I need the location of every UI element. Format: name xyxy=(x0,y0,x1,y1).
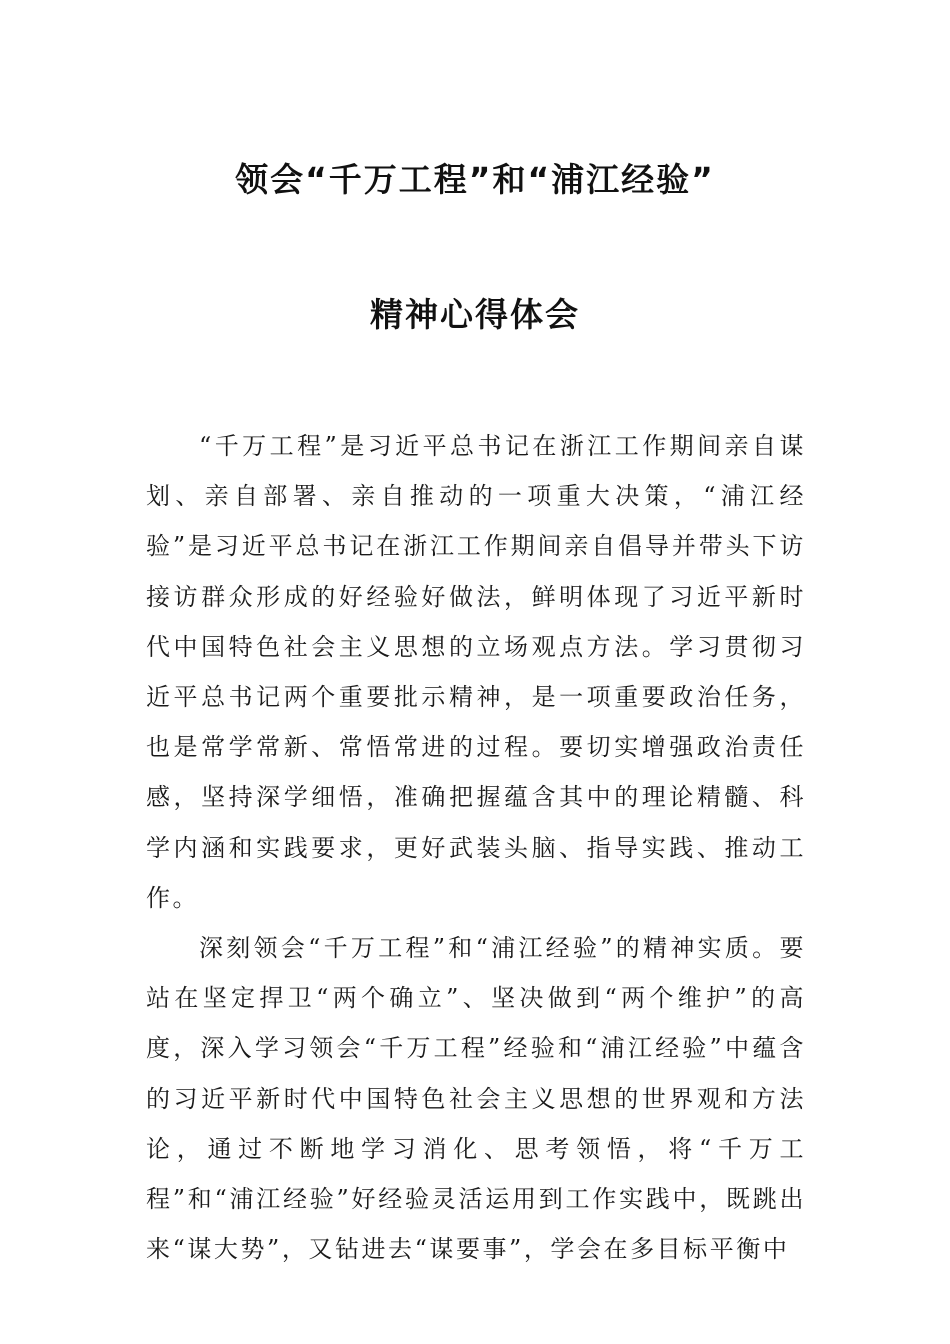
document-title-line-1: 领会“千万工程”和“浦江经验” xyxy=(235,160,715,199)
document-title-line-2: 精神心得体会 xyxy=(370,295,580,334)
document-body xyxy=(146,421,806,1274)
body-paragraph-2: 深刻领会“千万工程”和“浦江经验”的精神实质。要站在坚定捍卫“两个确立”、坚决做到“两个维护”的高度，深入学习领会“千万工程”经验和“浦江经验”中蕴含的习近平新时代中国特色社会主义思想的世界观和方法论，通过不断地学习消化、思考领悟，将“千万工程”和“浦江经验”好经验灵活运用到工作实践中，既跳出来“谋大势”，又钻进去“谋要事”，学会在多目标平衡中 xyxy=(146,934,806,1264)
body-paragraph-1: “千万工程”是习近平总书记在浙江工作期间亲自谋划、亲自部署、亲自推动的一项重大决策，“浦江经验”是习近平总书记在浙江工作期间亲自倡导并带头下访接访群众形成的好经验好做法，鲜明体现了习近平新时代中国特色社会主义思想的立场观点方法。学习贯彻习近平总书记两个重要批示精神，是一项重要政治任务，也是常学常新、常悟常进的过程。要切实增强政治责任感，坚持深学细悟，准确把握蕴含其中的理论精髓、科学内涵和实践要求，更好武装头脑、指导实践、推动工作。 xyxy=(146,432,806,912)
